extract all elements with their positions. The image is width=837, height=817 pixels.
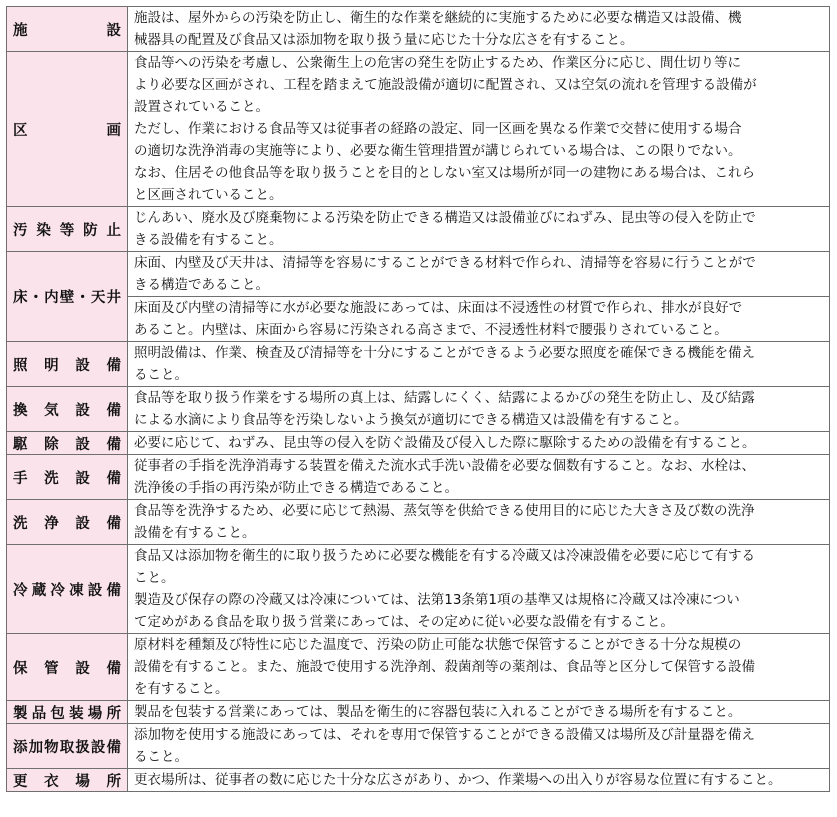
row-text — [128, 724, 830, 769]
text-line: と区画されていること。 — [134, 187, 283, 203]
row-label — [7, 432, 128, 455]
label-text: 駆 除 設 備 — [13, 436, 121, 453]
row-label — [7, 724, 128, 769]
row-label — [7, 455, 128, 500]
row-label — [7, 7, 128, 52]
text-line: 必要に応じて、ねずみ、昆虫等の侵入を防ぐ設備及び侵入した際に駆除するための設備を有すること。 — [134, 435, 756, 451]
text-line: じんあい、廃水及び廃棄物による汚染を防止できる構造又は設備並びにねずみ、昆虫等の侵入を防止で — [134, 210, 756, 226]
text-line: 製造及び保存の際の冷蔵又は冷凍については、法第13条第1項の基準又は規格に冷蔵又は冷凍につい — [134, 592, 740, 608]
row-text — [128, 342, 830, 387]
label-text: 施 設 — [13, 22, 121, 39]
row-label — [7, 387, 128, 432]
text-line: あること。内壁は、床面から容易に汚染される高さまで、不浸透性材料で腰張りされていること。 — [134, 322, 728, 338]
table-row — [7, 545, 830, 634]
table-row — [7, 724, 830, 769]
text-line: の適切な洗浄消毒の実施等により、必要な衛生管理措置が講じられている場合は、この限りでない。 — [134, 143, 742, 159]
table-row — [7, 500, 830, 545]
text-line: 洗浄後の手指の再汚染が防止できる構造であること。 — [134, 480, 458, 496]
label-text: 製品包装場所 — [13, 705, 121, 722]
text-line: 設備を有すること。また、施設で使用する洗浄剤、殺菌剤等の薬剤は、食品等と区分して保管する設備 — [134, 659, 755, 675]
table-row — [7, 297, 830, 342]
table-row — [7, 634, 830, 701]
row-text — [128, 432, 830, 455]
row-text — [128, 545, 830, 634]
text-line: 原材料を種類及び特性に応じた温度で、汚染の防止可能な状態で保管することができる十分な規模の — [134, 637, 742, 653]
text-line: 設備を有すること。 — [134, 525, 256, 541]
label-text: 保 管 設 備 — [13, 660, 121, 677]
text-line: きる設備を有すること。 — [134, 232, 283, 248]
row-label — [7, 769, 128, 792]
label-text: 区 画 — [13, 122, 121, 139]
text-line: による水滴により食品等を汚染しないよう換気が適切にできる構造又は設備を有すること。 — [134, 412, 688, 428]
row-text — [128, 634, 830, 701]
row-text — [128, 297, 830, 342]
label-text: 手 洗 設 備 — [13, 470, 121, 487]
text-line: 食品又は添加物を衛生的に取り扱うために必要な機能を有する冷蔵又は冷凍設備を必要に応じて有する — [134, 548, 755, 564]
text-line: 床面及び内壁の清掃等に水が必要な施設にあっては、床面は不浸透性の材質で作られ、排水が良好で — [134, 300, 743, 316]
text-line: 更衣場所は、従事者の数に応じた十分な広さがあり、かつ、作業場への出入りが容易な位置に有すること。 — [134, 772, 782, 788]
row-text — [128, 52, 830, 207]
facility-requirements-table — [6, 6, 830, 792]
row-label — [7, 500, 128, 545]
text-line: 床面、内壁及び天井は、清掃等を容易にすることができる材料で作られ、清掃等を容易に行うことがで — [134, 255, 756, 271]
table-row — [7, 387, 830, 432]
text-line: より必要な区画がされ、工程を踏まえて施設設備が適切に配置され、又は空気の流れを管理する設備が — [134, 77, 757, 93]
table-row — [7, 769, 830, 792]
row-text — [128, 500, 830, 545]
text-line: て定めがある食品を取り扱う営業にあっては、その定めに従い必要な設備を有すること。 — [134, 614, 674, 630]
row-label — [7, 207, 128, 252]
text-line: 従事者の手指を洗浄消毒する装置を備えた流水式手洗い設備を必要な個数有すること。なお、水栓は、 — [134, 458, 755, 474]
text-line: 食品等を洗浄するため、必要に応じて熱湯、蒸気等を供給できる使用目的に応じた大きさ及び数の洗浄 — [134, 503, 755, 519]
text-line: ること。 — [134, 367, 188, 383]
label-text: 冷蔵冷凍設備 — [13, 582, 121, 599]
table-row — [7, 701, 830, 724]
label-text: 汚 染 等 防 止 — [13, 222, 121, 239]
row-label — [7, 545, 128, 634]
text-line: を有すること。 — [134, 681, 229, 697]
text-line: ただし、作業における食品等又は従事者の経路の設定、同一区画を異なる作業で交替に使用する場合 — [134, 121, 742, 137]
text-line: ること。 — [134, 749, 188, 765]
label-text: 床・内壁・天井 — [13, 290, 121, 306]
text-line: 設置されていること。 — [134, 99, 269, 115]
row-text — [128, 701, 830, 724]
row-text — [128, 455, 830, 500]
row-text — [128, 769, 830, 792]
text-line: 施設は、屋外からの汚染を防止し、衛生的な作業を継続的に実施するために必要な構造又は設備、機 — [134, 10, 742, 26]
text-line: きる構造であること。 — [134, 277, 269, 293]
table-row — [7, 207, 830, 252]
text-line: こと。 — [134, 570, 175, 586]
row-label — [7, 701, 128, 724]
row-label — [7, 252, 128, 342]
text-line: 食品等への汚染を考慮し、公衆衛生上の危害の発生を防止するため、作業区分に応じ、間仕切り等に — [134, 55, 741, 71]
table-row — [7, 455, 830, 500]
label-text: 洗 浄 設 備 — [13, 515, 121, 532]
table-row — [7, 432, 830, 455]
label-text: 換 気 設 備 — [13, 402, 121, 419]
text-line: 添加物を使用する施設にあっては、それを専用で保管することができる設備又は場所及び計量器を備え — [134, 727, 755, 743]
row-text — [128, 7, 830, 52]
text-line: 械器具の配置及び食品又は添加物を取り扱う量に応じた十分な広さを有すること。 — [134, 32, 634, 48]
row-label — [7, 52, 128, 207]
label-text: 照 明 設 備 — [13, 357, 121, 374]
table-row — [7, 7, 830, 52]
label-text: 添加物取扱設備 — [13, 739, 121, 756]
row-text — [128, 252, 830, 297]
row-text — [128, 387, 830, 432]
text-line: 照明設備は、作業、検査及び清掃等を十分にすることができるよう必要な照度を確保できる機能を備え — [134, 345, 755, 361]
table-row — [7, 252, 830, 297]
label-text: 更 衣 場 所 — [13, 773, 121, 790]
row-text — [128, 207, 830, 252]
table-row — [7, 342, 830, 387]
text-line: 食品等を取り扱う作業をする場所の真上は、結露しにくく、結露によるかびの発生を防止し、及び結露 — [134, 390, 755, 406]
text-line: なお、住居その他食品等を取り扱うことを目的としない室又は場所が同一の建物にある場合は、これら — [134, 165, 755, 181]
text-line: 製品を包装する営業にあっては、製品を衛生的に容器包装に入れることができる場所を有すること。 — [134, 704, 742, 720]
table-row — [7, 52, 830, 207]
row-label — [7, 634, 128, 701]
row-label — [7, 342, 128, 387]
